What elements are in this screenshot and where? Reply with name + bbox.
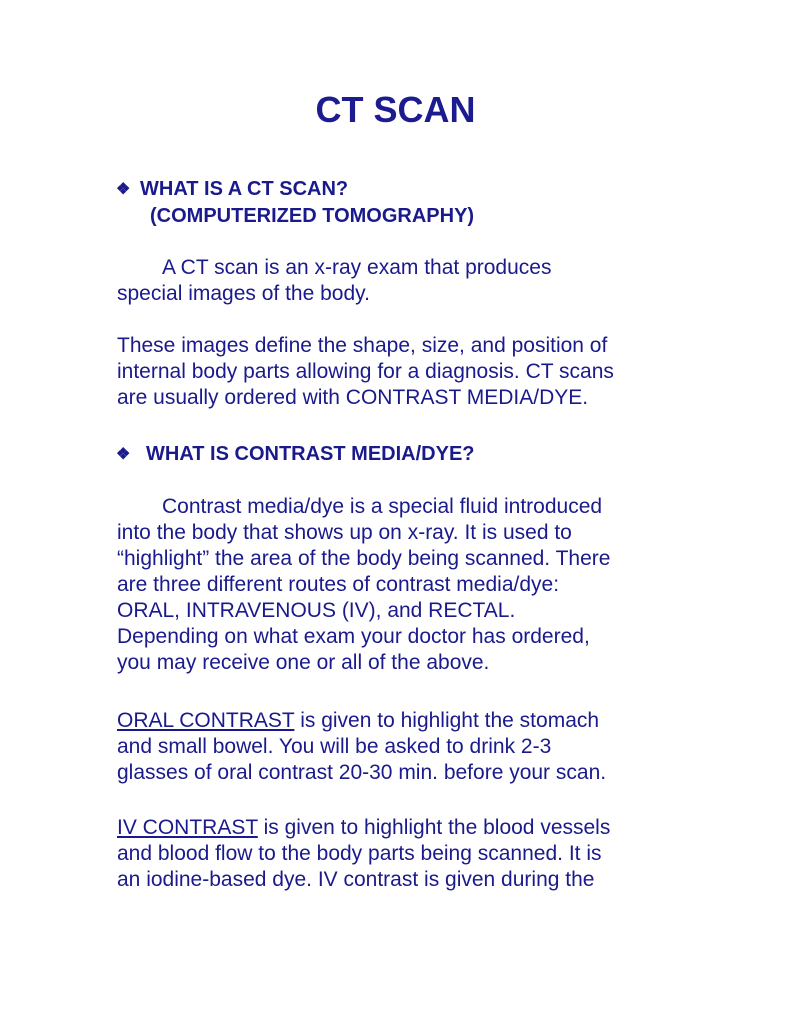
iv-contrast-term: IV CONTRAST (117, 816, 258, 839)
paragraph-iv-contrast (117, 815, 697, 893)
paragraph-ct-images (117, 333, 697, 411)
text-line: are usually ordered with CONTRAST MEDIA/DYE. (117, 386, 589, 409)
text-line: into the body that shows up on x-ray. It is used to (117, 521, 572, 544)
text-line: and blood flow to the body parts being scanned. It is (117, 842, 602, 865)
text-line: you may receive one or all of the above. (117, 651, 490, 674)
text-line: A CT scan is an x-ray exam that produces (162, 256, 552, 279)
paragraph-contrast-description (117, 494, 697, 676)
text-line: are three different routes of contrast media/dye: (117, 573, 560, 596)
text-line (117, 815, 697, 841)
text-line: and small bowel. You will be asked to drink 2-3 (117, 735, 552, 758)
text-line: “highlight” the area of the body being scanned. There (117, 547, 611, 570)
text-line: internal body parts allowing for a diagnosis. CT scans (117, 360, 614, 383)
heading-text: WHAT IS CONTRAST MEDIA/DYE? (146, 443, 475, 465)
text-line: Depending on what exam your doctor has ordered, (117, 625, 590, 648)
section-heading-what-is-ct-scan (116, 176, 474, 229)
text-run: is given to highlight the blood vessels (257, 816, 611, 839)
text-line: ORAL, INTRAVENOUS (IV), and RECTAL. (117, 599, 516, 622)
paragraph-ct-intro (117, 255, 697, 307)
text-line (117, 708, 697, 734)
oral-contrast-term: ORAL CONTRAST (117, 709, 295, 732)
text-line: These images define the shape, size, and position of (117, 334, 608, 357)
diamond-bullet-icon: ❖ (116, 181, 131, 198)
paragraph-oral-contrast (117, 708, 697, 786)
text-line: special images of the body. (117, 282, 370, 305)
text-line: Contrast media/dye is a special fluid introduced (162, 495, 603, 518)
text-run: is given to highlight the stomach (294, 709, 600, 732)
heading-text: WHAT IS A CT SCAN? (140, 178, 349, 200)
diamond-bullet-icon: ❖ (116, 446, 131, 463)
section-heading-contrast-media (116, 441, 475, 468)
heading-subtitle: (COMPUTERIZED TOMOGRAPHY) (150, 205, 475, 227)
page-title: CT SCAN (315, 89, 476, 130)
text-line: glasses of oral contrast 20-30 min. before your scan. (117, 761, 607, 784)
text-line: an iodine-based dye. IV contrast is given during the (117, 868, 595, 891)
